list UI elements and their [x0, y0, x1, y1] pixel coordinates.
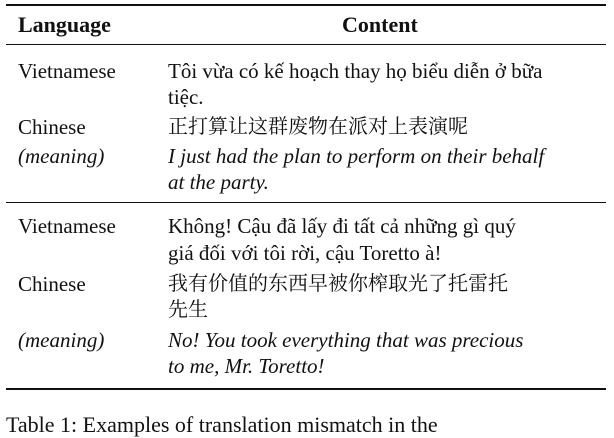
header-rule: [6, 44, 606, 45]
g2-vietnamese-line-2: giá đối với tôi rời, cậu Toretto à!: [168, 241, 442, 265]
g2-vietnamese-label: Vietnamese: [18, 214, 116, 238]
g1-chinese-line-1: 正打算让这群废物在派对上表演呢: [168, 114, 468, 138]
group-divider: [6, 202, 606, 203]
header-language: Language: [18, 12, 111, 37]
g2-meaning-label: (meaning): [18, 328, 105, 352]
g2-chinese-line-2: 先生: [168, 297, 208, 321]
header-content: Content: [342, 12, 418, 37]
g1-chinese-label: Chinese: [18, 115, 86, 139]
g2-meaning-line-2: to me, Mr. Toretto!: [168, 354, 325, 378]
g2-chinese-label: Chinese: [18, 272, 86, 296]
g1-vietnamese-line-2: tiệc.: [168, 85, 204, 109]
g2-vietnamese-line-1: Không! Cậu đã lấy đi tất cả những gì quý: [168, 214, 516, 238]
g1-meaning-line-2: at the party.: [168, 170, 269, 194]
g1-meaning-label: (meaning): [18, 144, 105, 168]
bottom-rule: [6, 388, 606, 390]
g2-chinese-line-1: 我有价值的东西早被你榨取光了托雷托: [168, 271, 508, 295]
g2-meaning-line-1: No! You took everything that was precious: [168, 328, 524, 352]
g1-vietnamese-label: Vietnamese: [18, 59, 116, 83]
g1-meaning-line-1: I just had the plan to perform on their behalf: [168, 144, 545, 168]
top-rule: [6, 4, 606, 6]
g1-vietnamese-line-1: Tôi vừa có kế hoạch thay họ biểu diễn ở bữa: [168, 59, 543, 83]
table-caption: Table 1: Examples of translation mismatch in the: [6, 412, 438, 437]
